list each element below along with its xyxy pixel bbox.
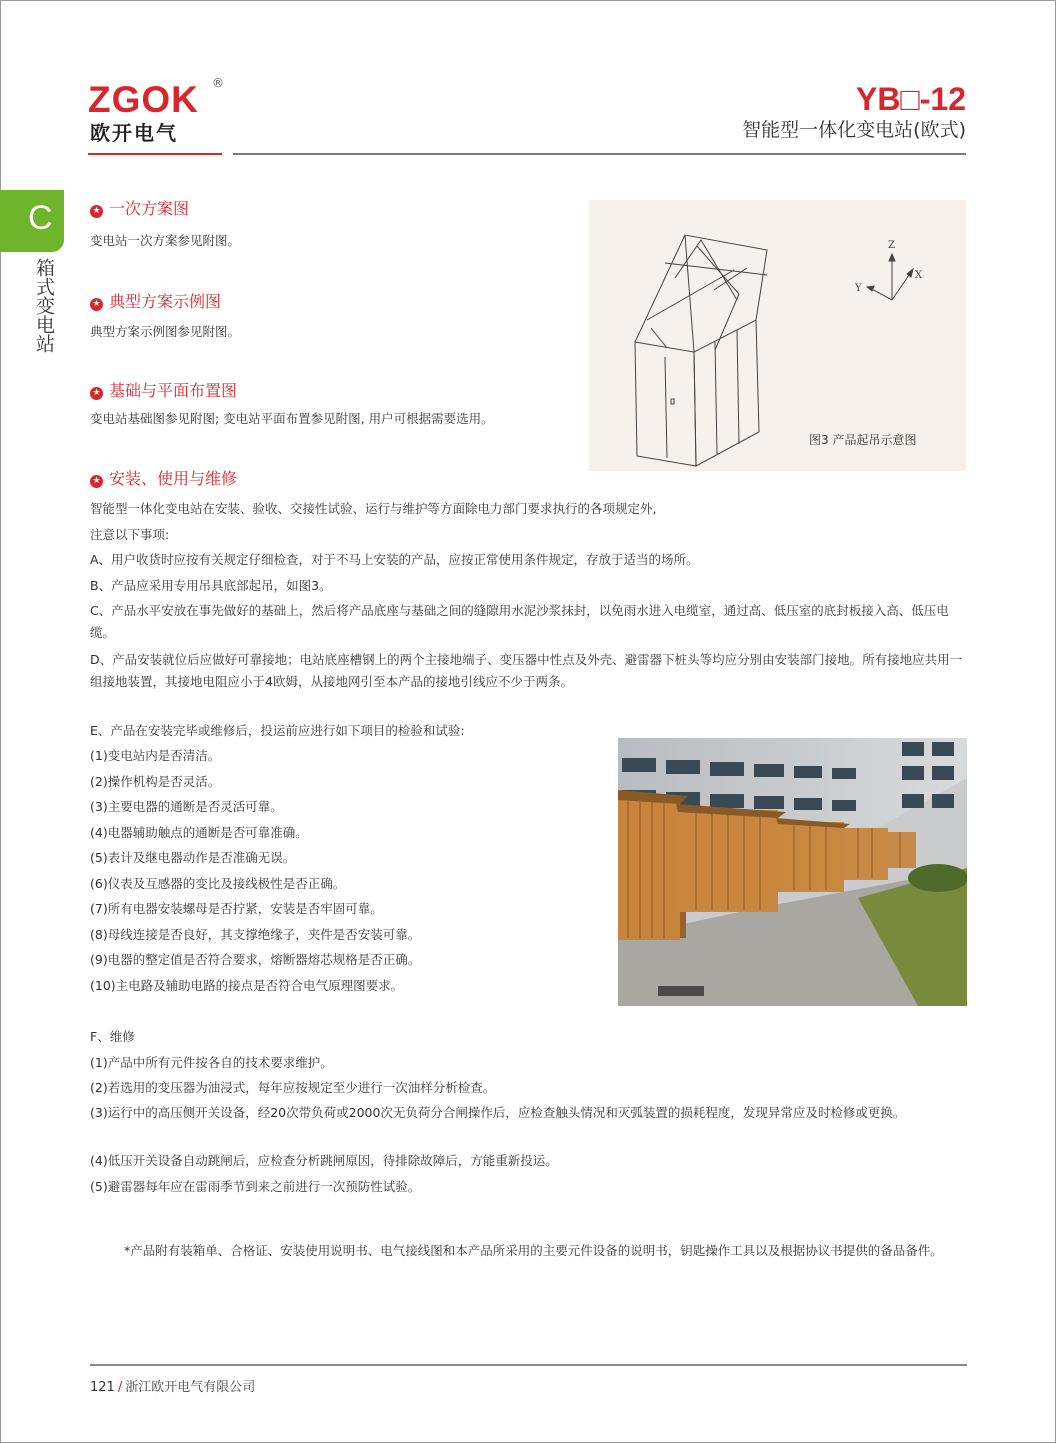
installation-intro-line2: 注意以下事项: (90, 527, 170, 542)
installation-item-d: D、产品安装就位后应做好可靠接地；电站底座槽钢上的两个主接地端子、变压器中性点及外壳、避雷器下桩头等均应分别由安装部门接地。所有接地应共用一组接地装置，其接地电阻应小于4欧姆，从接地网引至本产品的接地引线应不少于两条。 (90, 652, 963, 689)
star-bullet-icon: ★ (90, 387, 103, 400)
inspection-item: (8)母线连接是否良好，其支撑绝缘子，夹件是否安装可靠。 (90, 927, 421, 942)
product-subtitle: 智能型一体化变电站(欧式) (742, 119, 966, 141)
section-text-typical-scheme: 典型方案示例图参见附图。 (90, 324, 241, 339)
figure-caption: 图3 产品起吊示意图 (809, 433, 917, 447)
inspection-item: (2)操作机构是否灵活。 (90, 774, 221, 789)
section-text-primary-scheme: 变电站一次方案参见附图。 (90, 233, 241, 248)
footer-divider (90, 1364, 967, 1366)
section-heading-primary-scheme: ★ 一次方案图 (90, 198, 189, 220)
installation-item-c: C、产品水平安放在事先做好的基础上，然后将产品底座与基础之间的缝隙用水泥沙浆抹封，以免雨水进入电缆室，通过高、低压室的底封板接入高、低压电缆。 (90, 603, 949, 640)
section-heading-installation: ★ 安装、使用与维修 (90, 468, 237, 490)
installation-item-a: A、用户收货时应按有关规定仔细检查，对于不马上安装的产品，应按正常使用条件规定，存放于适当的场所。 (90, 552, 699, 567)
header-divider (233, 153, 966, 155)
star-bullet-icon: ★ (90, 475, 103, 488)
section-heading-typical-scheme: ★ 典型方案示例图 (90, 291, 221, 313)
company-name: 浙江欧开电气有限公司 (125, 1380, 256, 1395)
product-model: YB□-12 (855, 81, 966, 117)
inspection-item: (10)主电路及辅助电路的接点是否符合电气原理图要求。 (90, 978, 404, 993)
axis-label-z: Z (888, 240, 895, 251)
axis-label-y: Y (855, 283, 862, 294)
substation-photo (618, 738, 967, 1006)
star-bullet-icon: ★ (90, 205, 103, 218)
logo-underline (88, 153, 222, 155)
page-number: 121 (90, 1380, 115, 1395)
inspection-item: (5)表计及继电器动作是否准确无误。 (90, 850, 296, 865)
installation-intro-line1: 智能型一体化变电站在安装、验收、交接性试验、运行与维护等方面除电力部门要求执行的各项规定外, (90, 501, 657, 516)
inspection-item: (3)主要电器的通断是否灵活可靠。 (90, 799, 283, 814)
inspection-item: (6)仪表及互感器的变比及接线极性是否正确。 (90, 876, 346, 891)
brand-name-cn: 欧开电气 (90, 121, 178, 145)
chapter-label: 箱式变电站 (33, 258, 55, 353)
footer-separator: / (117, 1380, 123, 1395)
maintenance-item: (3)运行中的高压侧开关设备，经20次带负荷或2000次无负荷分合闸操作后，应检查触头情况和灭弧装置的损耗程度，发现异常应及时检修或更换。 (90, 1105, 906, 1120)
maintenance-item: (1)产品中所有元件按各自的技术要求维护。 (90, 1055, 333, 1070)
maintenance-title: F、维修 (90, 1029, 135, 1044)
maintenance-item: (2)若选用的变压器为油浸式，每年应按规定至少进行一次油样分析检查。 (90, 1080, 496, 1095)
figure-lifting-diagram (589, 200, 966, 471)
section-heading-foundation: ★ 基础与平面布置图 (90, 380, 237, 402)
maintenance-item: (5)避雷器每年应在雷雨季节到来之前进行一次预防性试验。 (90, 1179, 421, 1194)
accessories-note: *产品附有装箱单、合格证、安装使用说明书、电气接线图和本产品所采用的主要元件设备的说明书，钥匙操作工具以及根据协议书提供的备品备件。 (124, 1243, 943, 1258)
page-footer (90, 1376, 255, 1395)
chapter-letter: C (28, 199, 53, 237)
inspection-item: (7)所有电器安装螺母是否拧紧，安装是否牢固可靠。 (90, 901, 383, 916)
installation-item-b: B、产品应采用专用吊具底部起吊，如图3。 (90, 578, 332, 593)
inspection-title: E、产品在安装完毕或维修后，投运前应进行如下项目的检验和试验: (90, 723, 465, 738)
inspection-item: (4)电器辅助触点的通断是否可靠准确。 (90, 825, 308, 840)
brand-logo (88, 76, 224, 146)
inspection-item: (1)变电站内是否清洁。 (90, 748, 221, 763)
brand-name-en: ZGOK (88, 79, 199, 120)
substation-photo-drawing (618, 738, 967, 1006)
registered-mark: ® (212, 76, 224, 90)
inspection-item: (9)电器的整定值是否符合要求，熔断器熔芯规格是否正确。 (90, 952, 421, 967)
axis-label-x: X (915, 270, 923, 281)
maintenance-item: (4)低压开关设备自动跳闸后，应检查分析跳闸原因，待排除故障后，方能重新投运。 (90, 1153, 558, 1168)
section-text-foundation: 变电站基础图参见附图; 变电站平面布置参见附图, 用户可根据需要选用。 (90, 411, 494, 426)
star-bullet-icon: ★ (90, 298, 103, 311)
